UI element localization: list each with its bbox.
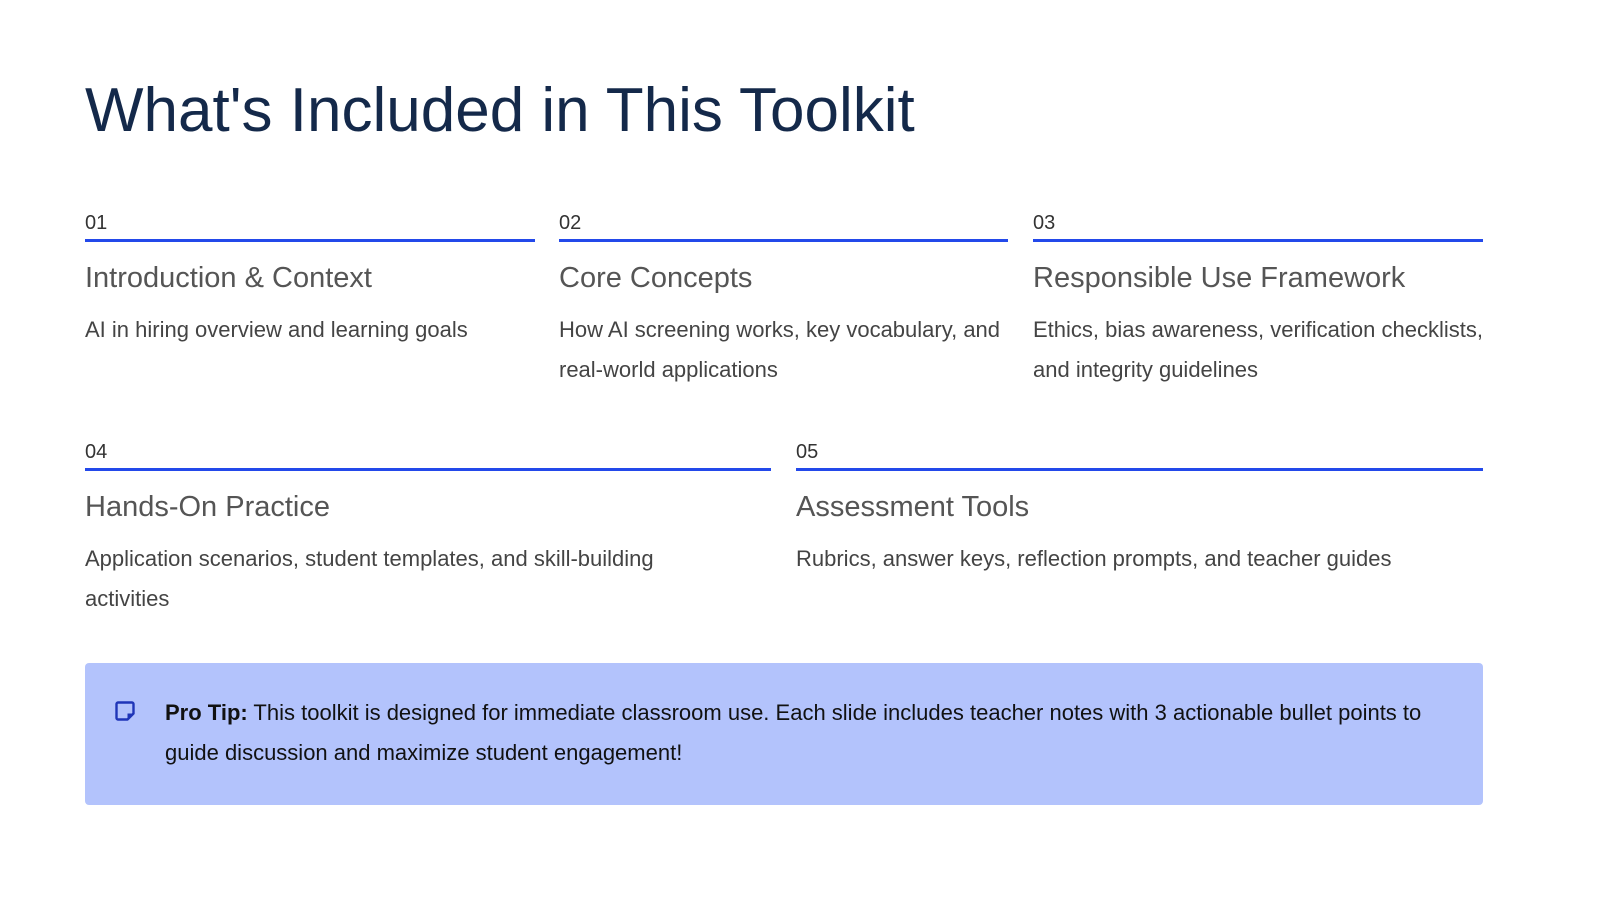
- section-description: How AI screening works, key vocabulary, and real-world applications: [559, 317, 1001, 382]
- section-description: AI in hiring overview and learning goals: [85, 317, 468, 342]
- section-divider: [559, 239, 1008, 242]
- sticky-note-icon: [115, 701, 135, 721]
- section-divider: [85, 468, 771, 471]
- pro-tip-text: [165, 693, 1443, 773]
- section-divider: [85, 239, 535, 242]
- section-heading: Assessment Tools: [796, 491, 1030, 523]
- section-heading: Responsible Use Framework: [1033, 262, 1406, 294]
- pro-tip-body: This toolkit is designed for immediate classroom use. Each slide includes teacher notes with 3 actionable bullet points to guide discussion and maximize student engagement!: [165, 700, 1422, 765]
- section-divider: [796, 468, 1483, 471]
- page-title: What's Included in This Toolkit: [85, 76, 915, 145]
- section-heading: Core Concepts: [559, 262, 753, 294]
- section-description: Ethics, bias awareness, verification checklists, and integrity guidelines: [1033, 317, 1483, 382]
- section-number: 03: [1033, 212, 1056, 234]
- section-card-04: [85, 438, 771, 619]
- section-number: 05: [796, 441, 819, 463]
- pro-tip-label: Pro Tip:: [165, 700, 248, 725]
- section-number: 01: [85, 212, 108, 234]
- section-number: 02: [559, 212, 582, 234]
- section-divider: [1033, 239, 1483, 242]
- pro-tip-callout: [85, 663, 1483, 805]
- section-card-02: [559, 209, 1008, 390]
- section-heading: Introduction & Context: [85, 262, 372, 294]
- section-number: 04: [85, 441, 108, 463]
- section-description: Rubrics, answer keys, reflection prompts, and teacher guides: [796, 546, 1392, 571]
- section-card-05: [796, 438, 1483, 579]
- section-description: Application scenarios, student templates, and skill-building activities: [85, 546, 654, 611]
- section-card-01: [85, 209, 535, 350]
- section-heading: Hands-On Practice: [85, 491, 330, 523]
- section-card-03: [1033, 209, 1483, 390]
